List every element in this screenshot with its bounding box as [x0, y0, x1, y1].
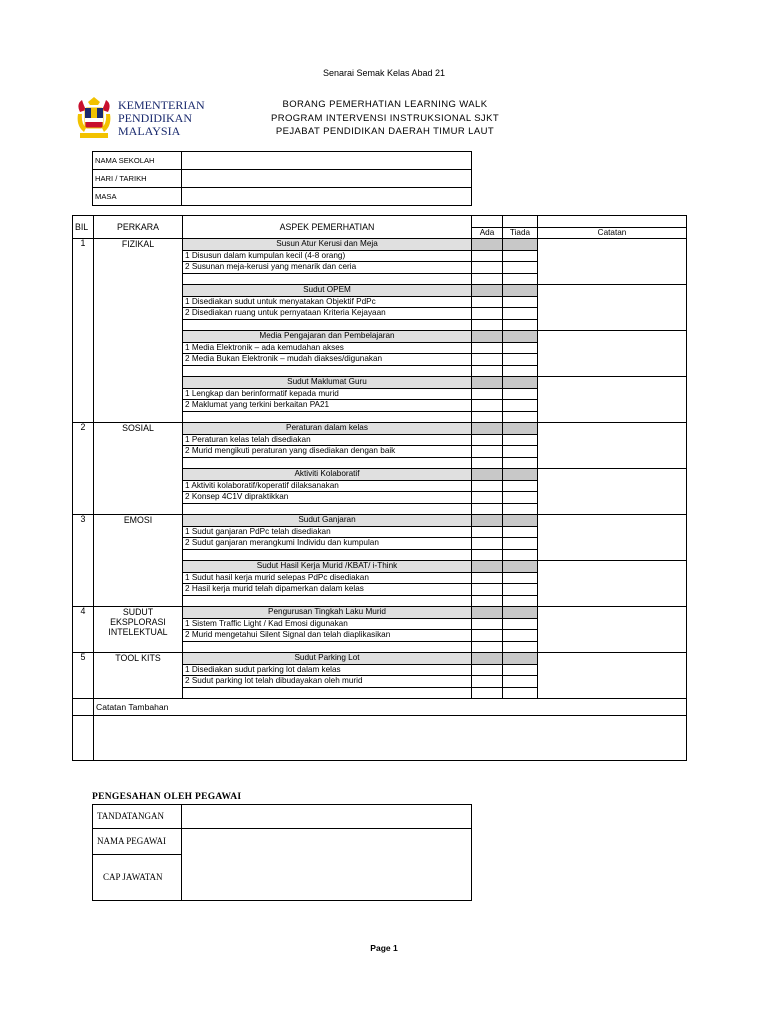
- tandatangan-label: TANDATANGAN: [93, 805, 182, 829]
- nama-cap-field[interactable]: [182, 829, 472, 901]
- aspect-item: 1 Sistem Traffic Light / Kad Emosi digunakan: [183, 618, 472, 630]
- aspect-item: 1 Sudut hasil kerja murid selepas PdPc disediakan: [183, 572, 472, 584]
- tambahan-blank: [73, 699, 94, 716]
- ada-checkbox[interactable]: [472, 664, 503, 676]
- tiada-checkbox[interactable]: [503, 538, 538, 550]
- masa-field[interactable]: [182, 188, 472, 206]
- tiada-checkbox[interactable]: [503, 664, 538, 676]
- row-number: 5: [73, 653, 94, 699]
- section-title: Sudut Ganjaran: [183, 515, 472, 527]
- tambahan-blank: [73, 716, 94, 761]
- tiada-shaded-cell: [503, 423, 538, 435]
- row-number: 3: [73, 515, 94, 607]
- aspect-item: 2 Maklumat yang terkini berkaitan PA21: [183, 400, 472, 412]
- tiada-checkbox[interactable]: [503, 526, 538, 538]
- tiada-checkbox[interactable]: [503, 319, 538, 331]
- ada-shaded-cell: [472, 607, 503, 619]
- section-title: Media Pengajaran dan Pembelajaran: [183, 331, 472, 343]
- tiada-checkbox[interactable]: [503, 308, 538, 320]
- aspect-item: 2 Disediakan ruang untuk pernyataan Kriteria Kejayaan: [183, 308, 472, 320]
- ada-shaded-cell: [472, 285, 503, 297]
- tiada-checkbox[interactable]: [503, 503, 538, 515]
- aspect-blank: [183, 595, 472, 607]
- ada-checkbox[interactable]: [472, 273, 503, 285]
- ada-checkbox[interactable]: [472, 584, 503, 596]
- section-title: Peraturan dalam kelas: [183, 423, 472, 435]
- ada-shaded-cell: [472, 331, 503, 343]
- ada-checkbox[interactable]: [472, 676, 503, 688]
- ada-checkbox[interactable]: [472, 503, 503, 515]
- ada-checkbox[interactable]: [472, 434, 503, 446]
- bil-header: BIL: [73, 216, 94, 239]
- ada-checkbox[interactable]: [472, 400, 503, 412]
- form-title-line3: PEJABAT PENDIDIKAN DAERAH TIMUR LAUT: [275, 126, 495, 137]
- verification-title: PENGESAHAN OLEH PEGAWAI: [92, 792, 242, 802]
- hari-tarikh-field[interactable]: [182, 170, 472, 188]
- aspect-item: 2 Murid mengetahui Silent Signal dan telah diaplikasikan: [183, 630, 472, 642]
- perkara-cell: SOSIAL: [94, 423, 183, 515]
- form-title-line1: BORANG PEMERHATIAN LEARNING WALK: [282, 99, 488, 110]
- aspect-item: 2 Sudut parking lot telah dibudayakan oleh murid: [183, 676, 472, 688]
- ada-checkbox[interactable]: [472, 630, 503, 642]
- verification-table: [92, 804, 472, 901]
- ada-header: Ada: [472, 227, 503, 239]
- aspect-item: 1 Aktiviti kolaboratif/koperatif dilaksanakan: [183, 480, 472, 492]
- ada-checkbox[interactable]: [472, 618, 503, 630]
- aspect-item: 1 Disediakan sudut parking lot dalam kelas: [183, 664, 472, 676]
- tiada-checkbox[interactable]: [503, 572, 538, 584]
- catatan-cell[interactable]: [538, 377, 687, 423]
- perkara-cell: EMOSI: [94, 515, 183, 607]
- tiada-checkbox[interactable]: [503, 342, 538, 354]
- ada-checkbox[interactable]: [472, 354, 503, 366]
- tiada-shaded-cell: [503, 607, 538, 619]
- ada-checkbox[interactable]: [472, 308, 503, 320]
- observation-table: [72, 215, 687, 761]
- section-title: Susun Atur Kerusi dan Meja: [183, 239, 472, 251]
- tiada-checkbox[interactable]: [503, 365, 538, 377]
- tiada-checkbox[interactable]: [503, 446, 538, 458]
- form-title-line2: PROGRAM INTERVENSI INSTRUKSIONAL SJKT: [270, 112, 500, 124]
- tiada-shaded-cell: [503, 515, 538, 527]
- ada-checkbox[interactable]: [472, 538, 503, 550]
- aspect-item: 1 Lengkap dan berinformatif kepada murid: [183, 388, 472, 400]
- catatan-cell[interactable]: [538, 561, 687, 607]
- aspect-blank: [183, 411, 472, 423]
- row-number: 2: [73, 423, 94, 515]
- ada-checkbox[interactable]: [472, 319, 503, 331]
- tiada-checkbox[interactable]: [503, 250, 538, 262]
- ada-checkbox[interactable]: [472, 480, 503, 492]
- ada-checkbox[interactable]: [472, 595, 503, 607]
- ada-shaded-cell: [472, 377, 503, 389]
- section-title: Aktiviti Kolaboratif: [183, 469, 472, 481]
- form-titles: [180, 98, 590, 139]
- tiada-checkbox[interactable]: [503, 630, 538, 642]
- tiada-shaded-cell: [503, 561, 538, 573]
- catatan-cell[interactable]: [538, 331, 687, 377]
- ada-checkbox[interactable]: [472, 549, 503, 561]
- logo-text-line2: PENDIDIKAN: [118, 111, 192, 125]
- ada-shaded-cell: [472, 515, 503, 527]
- coat-of-arms-icon: [74, 96, 114, 142]
- aspect-blank: [183, 687, 472, 699]
- section-title: Sudut OPEM: [183, 285, 472, 297]
- catatan-header-top: [538, 216, 687, 228]
- tiada-shaded-cell: [503, 285, 538, 297]
- tiada-checkbox[interactable]: [503, 618, 538, 630]
- ada-header-top: [472, 216, 503, 228]
- row-number: 4: [73, 607, 94, 653]
- aspect-blank: [183, 319, 472, 331]
- aspect-item: 1 Disediakan sudut untuk menyatakan Objektif PdPc: [183, 296, 472, 308]
- tiada-checkbox[interactable]: [503, 457, 538, 469]
- tiada-checkbox[interactable]: [503, 492, 538, 504]
- ada-checkbox[interactable]: [472, 492, 503, 504]
- tiada-checkbox[interactable]: [503, 388, 538, 400]
- page-number: Page 1: [370, 943, 398, 953]
- aspect-item: 2 Murid mengikuti peraturan yang disediakan dengan baik: [183, 446, 472, 458]
- tiada-shaded-cell: [503, 469, 538, 481]
- catatan-cell[interactable]: [538, 239, 687, 285]
- logo-text-line3: MALAYSIA: [118, 124, 181, 138]
- tiada-checkbox[interactable]: [503, 400, 538, 412]
- ada-checkbox[interactable]: [472, 526, 503, 538]
- tiada-checkbox[interactable]: [503, 641, 538, 653]
- ada-shaded-cell: [472, 561, 503, 573]
- tandatangan-field[interactable]: [182, 805, 472, 829]
- aspect-blank: [183, 503, 472, 515]
- tiada-checkbox[interactable]: [503, 480, 538, 492]
- aspect-item: 1 Sudut ganjaran PdPc telah disediakan: [183, 526, 472, 538]
- ada-shaded-cell: [472, 653, 503, 665]
- tiada-checkbox[interactable]: [503, 687, 538, 699]
- catatan-cell[interactable]: [538, 653, 687, 699]
- catatan-header: Catatan: [538, 227, 687, 239]
- tiada-checkbox[interactable]: [503, 296, 538, 308]
- ada-checkbox[interactable]: [472, 457, 503, 469]
- ada-checkbox[interactable]: [472, 641, 503, 653]
- nama-sekolah-field[interactable]: [182, 152, 472, 170]
- hari-tarikh-label: HARI / TARIKH: [93, 170, 182, 188]
- tiada-header-top: [503, 216, 538, 228]
- aspect-item: 2 Sudut ganjaran merangkumi Individu dan kumpulan: [183, 538, 472, 550]
- aspect-item: 1 Disusun dalam kumpulan kecil (4-8 orang): [183, 250, 472, 262]
- catatan-cell[interactable]: [538, 515, 687, 561]
- aspect-item: 2 Konsep 4C1V dipraktikkan: [183, 492, 472, 504]
- aspect-item: 1 Media Elektronik – ada kemudahan akses: [183, 342, 472, 354]
- aspect-blank: [183, 549, 472, 561]
- aspect-item: 2 Susunan meja-kerusi yang menarik dan ceria: [183, 262, 472, 274]
- tiada-checkbox[interactable]: [503, 411, 538, 423]
- tiada-shaded-cell: [503, 331, 538, 343]
- ada-checkbox[interactable]: [472, 687, 503, 699]
- ada-shaded-cell: [472, 423, 503, 435]
- tiada-checkbox[interactable]: [503, 676, 538, 688]
- perkara-header: PERKARA: [94, 216, 183, 239]
- tiada-checkbox[interactable]: [503, 262, 538, 274]
- aspect-item: 2 Hasil kerja murid telah dipamerkan dalam kelas: [183, 584, 472, 596]
- school-info-table: [92, 151, 472, 206]
- catatan-cell[interactable]: [538, 423, 687, 469]
- nama-sekolah-label: NAMA SEKOLAH: [93, 152, 182, 170]
- aspect-blank: [183, 457, 472, 469]
- catatan-cell[interactable]: [538, 607, 687, 653]
- perkara-cell: TOOL KITS: [94, 653, 183, 699]
- tiada-header: Tiada: [503, 227, 538, 239]
- aspect-item: 1 Peraturan kelas telah disediakan: [183, 434, 472, 446]
- logo-text-line1: KEMENTERIAN: [118, 98, 205, 112]
- ada-checkbox[interactable]: [472, 572, 503, 584]
- ada-shaded-cell: [472, 239, 503, 251]
- header-caption: Senarai Semak Kelas Abad 21: [322, 68, 446, 78]
- aspect-blank: [183, 273, 472, 285]
- ada-checkbox[interactable]: [472, 446, 503, 458]
- ada-checkbox[interactable]: [472, 296, 503, 308]
- row-number: 1: [73, 239, 94, 423]
- tiada-checkbox[interactable]: [503, 354, 538, 366]
- ada-checkbox[interactable]: [472, 365, 503, 377]
- ada-checkbox[interactable]: [472, 262, 503, 274]
- tiada-checkbox[interactable]: [503, 549, 538, 561]
- ada-checkbox[interactable]: [472, 411, 503, 423]
- tiada-checkbox[interactable]: [503, 595, 538, 607]
- tiada-shaded-cell: [503, 377, 538, 389]
- perkara-cell: FIZIKAL: [94, 239, 183, 423]
- ada-shaded-cell: [472, 469, 503, 481]
- ada-checkbox[interactable]: [472, 342, 503, 354]
- nama-pegawai-label: NAMA PEGAWAI: [93, 829, 182, 855]
- perkara-cell: SUDUT EKSPLORASI INTELEKTUAL: [94, 607, 183, 653]
- tiada-checkbox[interactable]: [503, 584, 538, 596]
- aspect-blank: [183, 641, 472, 653]
- ada-checkbox[interactable]: [472, 250, 503, 262]
- aspek-header: ASPEK PEMERHATIAN: [183, 216, 472, 239]
- ada-checkbox[interactable]: [472, 388, 503, 400]
- catatan-tambahan-field[interactable]: [94, 716, 687, 761]
- section-title: Sudut Maklumat Guru: [183, 377, 472, 389]
- tiada-shaded-cell: [503, 239, 538, 251]
- section-title: Sudut Hasil Kerja Murid /KBAT/ i-Think: [183, 561, 472, 573]
- aspect-blank: [183, 365, 472, 377]
- aspect-item: 2 Media Bukan Elektronik – mudah diakses/digunakan: [183, 354, 472, 366]
- tiada-checkbox[interactable]: [503, 273, 538, 285]
- tiada-checkbox[interactable]: [503, 434, 538, 446]
- cap-jawatan-label: CAP JAWATAN: [93, 855, 182, 901]
- section-title: Sudut Parking Lot: [183, 653, 472, 665]
- catatan-cell[interactable]: [538, 469, 687, 515]
- section-title: Pengurusan Tingkah Laku Murid: [183, 607, 472, 619]
- masa-label: MASA: [93, 188, 182, 206]
- tiada-shaded-cell: [503, 653, 538, 665]
- catatan-cell[interactable]: [538, 285, 687, 331]
- catatan-tambahan-label: Catatan Tambahan: [94, 699, 687, 716]
